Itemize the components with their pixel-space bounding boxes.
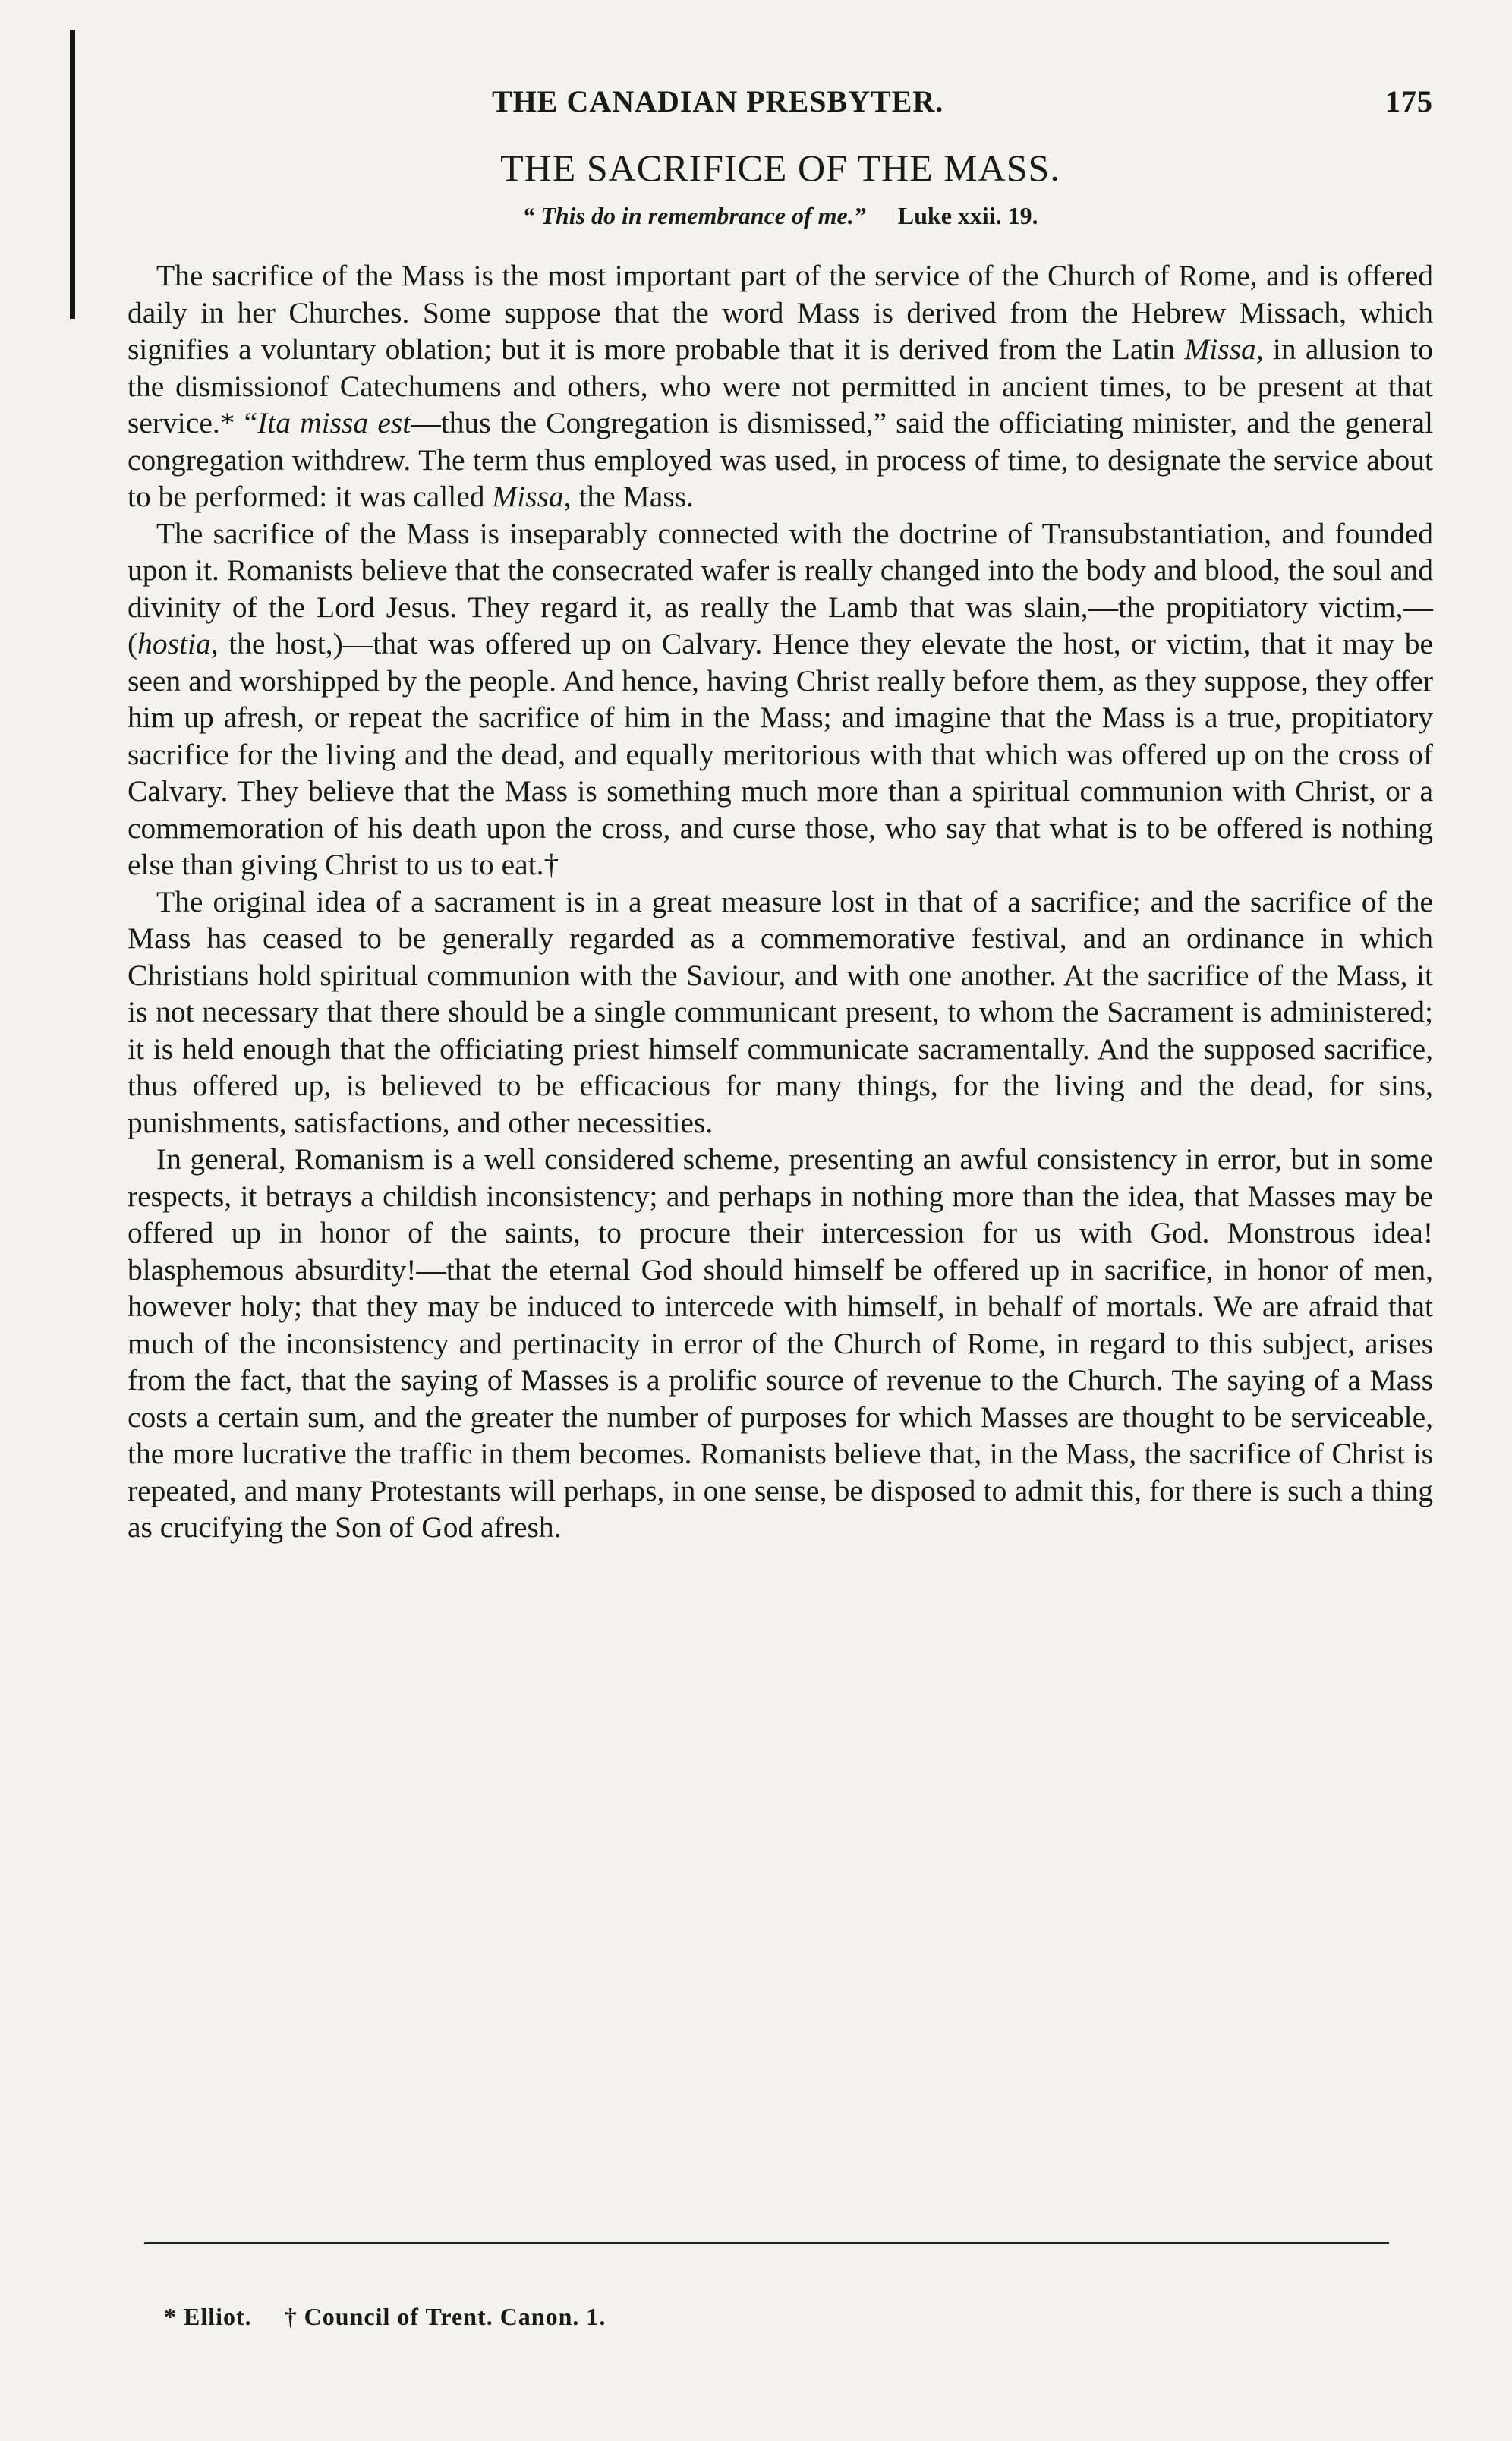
epigraph-reference: Luke xxii. 19.: [897, 202, 1038, 229]
epigraph: [128, 202, 1433, 230]
paragraph-text: , the Mass.: [563, 480, 694, 513]
paragraph-text: —thus the Congregation is dismissed,” said the officiating minister, and the general congregation withdrew. The term thus employed was used, in process of time, to designate the service about to be performed: it was called: [128, 406, 1434, 513]
page-number: 175: [1385, 84, 1433, 118]
article-title: THE SACRIFICE OF THE MASS.: [500, 146, 1060, 189]
footnotes: [164, 2303, 632, 2331]
binding-rule: [70, 30, 75, 319]
paragraph-text: , in allusion to the dismissionof Catechumens and others, who were not permitted in ancient times, to be present at that service.* “: [128, 332, 1433, 439]
footnote-divider: [144, 2242, 1389, 2244]
paragraph-italic-text: hostia: [137, 627, 211, 660]
page: [128, 76, 1433, 1546]
paragraph-italic-text: Ita missa est: [257, 406, 411, 439]
running-title: THE CANADIAN PRESBYTER.: [492, 84, 944, 118]
paragraph-text: The original idea of a sacrament is in a great measure lost in that of a sacrifice; and the sacrifice of the Mass has ceased to be generally regarded as a commemorative festival, and an ordinance in which Christians hold spiritual communion with the Saviour, and with one another. At the sacrifice of the Mass, it is not necessary that there should be a single communicant present, to whom the Sacrament is administered; it is held enough that the officiating priest himself communicate sacramentally. And the supposed sacrifice, thus offered up, is believed to be efficacious for many things, for the living and the dead, for sins, punishments, satisfactions, and other necessities.: [128, 884, 1433, 1139]
paragraph: [128, 1141, 1433, 1546]
paragraph-text: In general, Romanism is a well considered scheme, presenting an awful consistency in error, but in some respects, it betrays a childish inconsistency; and perhaps in nothing more than the idea, that Masses may be offered up in honor of the saints, to procure their intercession for us with God. Monstrous idea! blasphemous absurdity!—that the eternal God should himself be offered up in sacrifice, in honor of men, however holy; that they may be induced to intercede with himself, in behalf of mortals. We are afraid that much of the inconsistency and pertinacity in error of the Church of Rome, in regard to this subject, arises from the fact, that the saying of Masses is a prolific source of revenue to the Church. The saying of a Mass costs a certain sum, and the greater the number of purposes for which Masses are thought to be serviceable, the more lucrative the traffic in them becomes. Romanists believe that, in the Mass, the sacrifice of Christ is repeated, and many Protestants will perhaps, in one sense, be disposed to admit this, for there is such a thing as crucifying the Son of God afresh.: [128, 1142, 1433, 1544]
paragraph: [128, 883, 1433, 1142]
paragraph-text: , the host,)—that was offered up on Calvary. Hence they elevate the host, or victim, that it may be seen and worshipped by the people. And hence, having Christ really before them, as they suppose, they offer him up afresh, or repeat the sacrifice of him in the Mass; and imagine that the Mass is a true, propitiatory sacrifice for the living and the dead, and equally meritorious with that which was offered up on the cross of Calvary. They believe that the Mass is something much more than a spiritual communion with Christ, or a commemoration of his death upon the cross, and curse those, who say that what is to be offered is nothing else than giving Christ to us to eat.†: [128, 627, 1433, 881]
epigraph-text: “ This do in remembrance of me.”: [522, 202, 866, 229]
paragraph-italic-text: Missa: [492, 480, 564, 513]
footnote: † Council of Trent. Canon. 1.: [284, 2303, 606, 2330]
article-body: [128, 257, 1433, 1546]
running-head: [128, 76, 1433, 129]
footnote: * Elliot.: [164, 2303, 252, 2330]
paragraph: [128, 515, 1433, 883]
paragraph-text: The sacrifice of the Mass is inseparably connected with the doctrine of Transubstantiation, and founded upon it. Romanists believe that the consecrated wafer is really changed into the body and blood, the soul and divinity of the Lord Jesus. They regard it, as really the Lamb that was slain,—the propitiatory victim,—(: [128, 516, 1433, 660]
paragraph-italic-text: Missa: [1184, 332, 1256, 366]
paragraph-text: The sacrifice of the Mass is the most important part of the service of the Church of Rome, and is offered daily in her Churches. Some suppose that the word Mass is derived from the Hebrew Missach, which signifies a voluntary oblation; but it is more probable that it is derived from the Latin: [128, 259, 1433, 366]
paragraph: [128, 257, 1433, 515]
